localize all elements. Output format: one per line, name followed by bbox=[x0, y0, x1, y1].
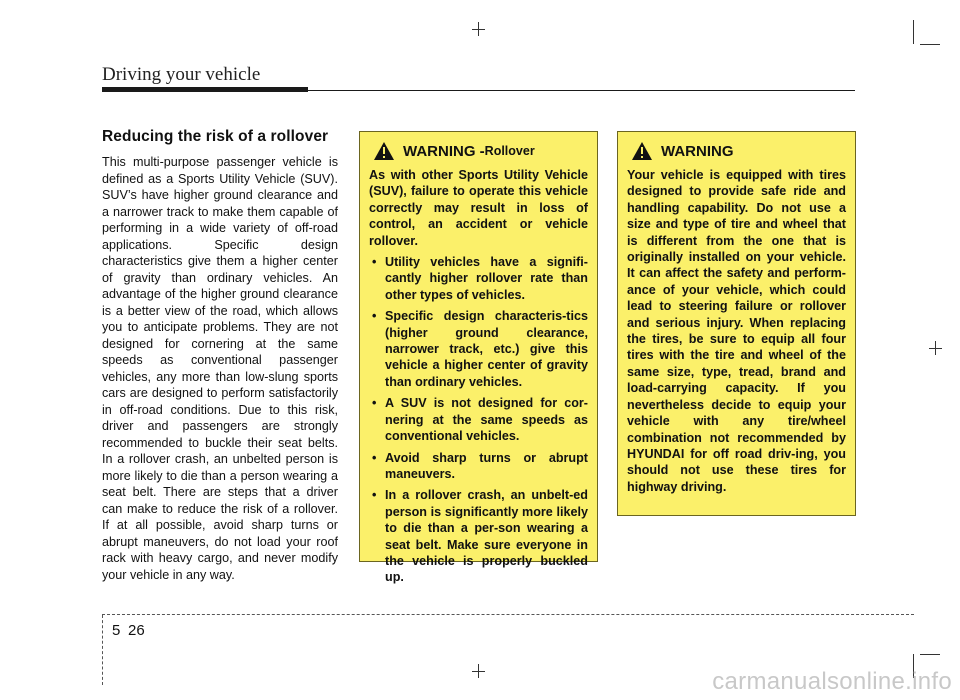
warning-list-item bbox=[369, 450, 588, 483]
warning-item-text: Specific design characteris-tics (higher ground clearance, narrower track, etc.) give this vehicle a higher center of gravity than ordinary vehicles. bbox=[385, 309, 588, 389]
warning-list-item bbox=[369, 487, 588, 585]
footer-dashed-rule bbox=[102, 614, 914, 615]
warning-list-item bbox=[369, 308, 588, 390]
header-rule-thick bbox=[102, 87, 308, 92]
warning-item-text: A SUV is not designed for cor-nering at the same speeds as conventional vehicles. bbox=[385, 396, 588, 444]
crop-mark bbox=[920, 654, 940, 655]
warning-box-tires bbox=[617, 131, 856, 516]
warning-text: Your vehicle is equipped with tires designed to provide safe ride and handling capability. Do not use a size and type of tire and wheel that is different from the one that is originally installed on your vehicle. It can affect the safety and perform-ance of your vehicle, which could lead to steering failure or rollover and serious injury. When replacing the tires, be sure to equip all four tires with the tire and wheel of the same size, type, tread, brand and load-carrying capacity. If you nevertheless decide to equip your vehicle with any tire/wheel combination not recommended by HYUNDAI for off road driv-ing, you should not use these tires for highway driving. bbox=[627, 168, 846, 494]
warning-list-item bbox=[369, 395, 588, 444]
warning-list bbox=[369, 254, 588, 586]
page-number: 26 bbox=[128, 622, 145, 639]
bullet: • bbox=[372, 255, 377, 270]
crop-mark bbox=[472, 671, 485, 672]
bullet: • bbox=[372, 450, 377, 465]
crop-mark bbox=[929, 348, 942, 349]
crop-mark bbox=[472, 29, 485, 30]
warning-item-text: Avoid sharp turns or abrupt maneuvers. bbox=[385, 450, 588, 481]
warning-header bbox=[627, 141, 846, 161]
warning-header bbox=[369, 141, 588, 161]
warning-triangle-icon bbox=[373, 141, 395, 161]
bullet: • bbox=[372, 488, 377, 503]
warning-triangle-icon bbox=[631, 141, 653, 161]
warning-intro: As with other Sports Utility Vehicle (SUV), failure to operate this vehicle correctly may result in loss of control, an accident or vehicle rollover. bbox=[369, 168, 588, 248]
crop-mark bbox=[920, 44, 940, 45]
section-title: Reducing the risk of a rollover bbox=[102, 128, 329, 145]
warning-subtitle: Rollover bbox=[484, 144, 535, 158]
page-header-title: Driving your vehicle bbox=[102, 64, 261, 85]
warning-title: WARNING bbox=[661, 142, 734, 160]
footer-dashed-vertical bbox=[102, 615, 103, 685]
crop-mark bbox=[913, 20, 914, 44]
header-rule-thin bbox=[308, 90, 855, 91]
section-body: This multi-purpose passenger vehicle is defined as a Sports Utility Vehicle (SUV). SUV’s have higher ground clearance and a narrower track to make them capable of performing in a wide variety of off-road applications. Specific design characteristics give them a higher center of gravity than ordinary vehicles. An advantage of the higher ground clearance is a better view of the road, which allows you to anticipate problems. They are not designed for cornering at the same speeds as conventional passenger vehicles, any more than low-slung sports cars are designed to perform satisfactorily in off-road conditions. Due to this risk, driver and passengers are strongly recommended to buckle their seat belts. In a rollover crash, an unbelted person is more likely to die than a person wearing a seat belt. There are steps that a driver can make to reduce the risk of a rollover. If at all possible, avoid sharp turns or abrupt maneuvers, do not load your roof rack with heavy cargo, and never modify your vehicle in any way. bbox=[102, 155, 338, 582]
warning-list-item bbox=[369, 254, 588, 303]
warning-title: WARNING - bbox=[403, 142, 485, 160]
page-section-number: 5 bbox=[112, 622, 121, 639]
warning-box-rollover bbox=[359, 131, 598, 585]
bullet: • bbox=[372, 309, 377, 324]
warning-item-text: Utility vehicles have a signifi-cantly higher rollover rate than other types of vehicles. bbox=[385, 255, 588, 302]
bullet: • bbox=[372, 396, 377, 411]
warning-item-text: In a rollover crash, an unbelt-ed person is significantly more likely to die than a per-son wearing a seat belt. Make sure everyone in the vehicle is properly buckled up. bbox=[385, 488, 588, 585]
watermark: carmanualsonline.info bbox=[712, 668, 952, 695]
rollover-section bbox=[102, 128, 338, 583]
